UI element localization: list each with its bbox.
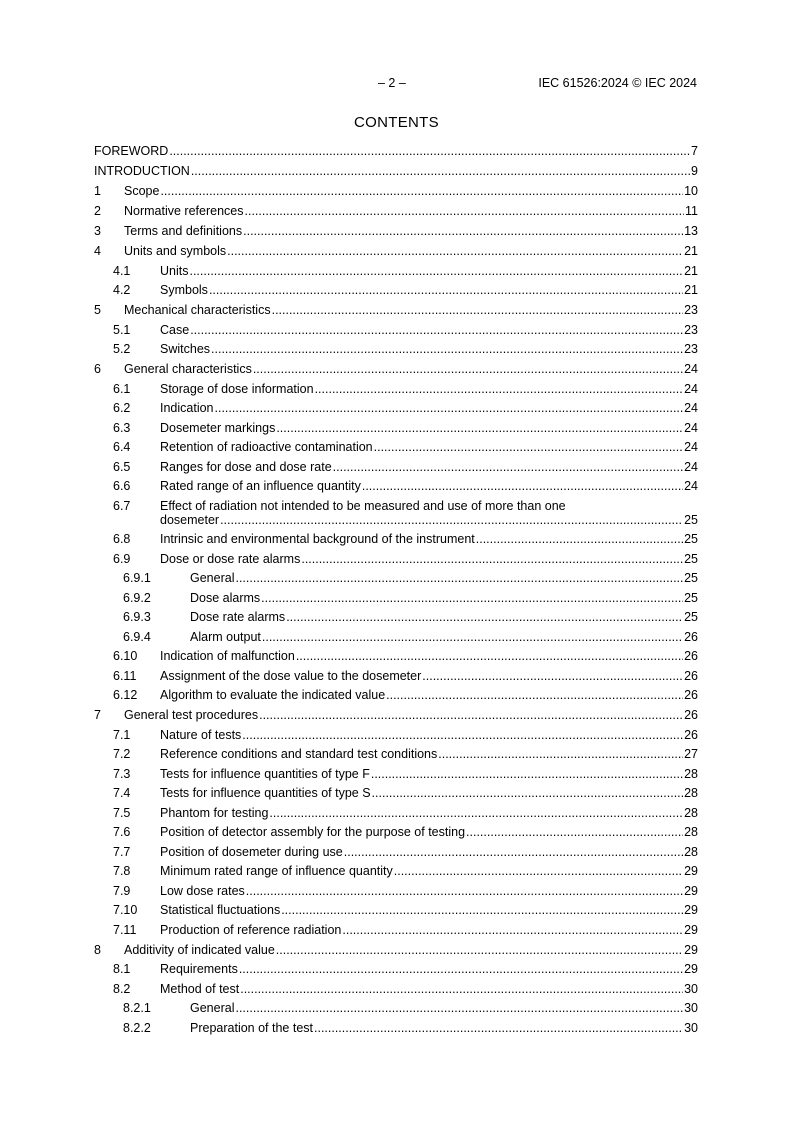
toc-entry-label: Ranges for dose and dose rate <box>160 459 332 474</box>
toc-entry[interactable] <box>94 440 698 454</box>
toc-entry[interactable] <box>94 184 698 198</box>
toc-entry-label: Storage of dose information <box>160 381 314 396</box>
dot-leader <box>286 610 683 624</box>
dot-leader <box>215 401 684 415</box>
toc-entry-number: 6.9 <box>113 551 131 566</box>
toc-entry[interactable] <box>94 708 698 722</box>
toc-entry-label: Phantom for testing <box>160 805 269 820</box>
toc-entry-number: 6.10 <box>113 649 138 663</box>
toc-entry-label: Units and symbols <box>124 244 227 258</box>
toc-entry-label: Tests for influence quantities of type F <box>160 766 370 781</box>
dot-leader <box>227 244 683 258</box>
toc-entry[interactable] <box>94 342 698 356</box>
dot-leader <box>239 962 683 976</box>
toc-entry-number: 6.1 <box>113 381 131 396</box>
dot-leader <box>243 224 683 238</box>
toc-entry-page: 28 <box>684 825 698 839</box>
toc-entry-page: 9 <box>691 164 698 178</box>
dot-leader <box>240 982 683 996</box>
toc-entry-page: 25 <box>684 512 698 527</box>
toc-entry-number: 7.7 <box>113 844 131 859</box>
dot-leader <box>371 767 683 781</box>
dot-leader <box>314 1021 683 1035</box>
toc-entry-page: 25 <box>684 571 698 585</box>
dot-leader <box>262 630 683 644</box>
toc-entry-number: 6.9.2 <box>123 590 151 605</box>
toc-entry[interactable] <box>94 786 698 800</box>
toc-entry-number: 6.7 <box>113 498 131 513</box>
toc-entry-label: Retention of radioactive contamination <box>160 440 373 454</box>
toc-entry-number: 7.10 <box>113 903 138 917</box>
toc-entry[interactable] <box>94 362 698 376</box>
toc-entry[interactable] <box>94 532 698 546</box>
toc-entry[interactable] <box>94 962 698 976</box>
toc-entry-number: 5 <box>94 303 101 317</box>
dot-leader <box>235 1001 683 1015</box>
toc-entry[interactable] <box>94 825 698 839</box>
toc-entry-label: Dose rate alarms <box>190 610 286 624</box>
toc-entry-number: 2 <box>94 204 101 218</box>
toc-entry[interactable] <box>94 845 698 859</box>
dot-leader <box>342 923 683 937</box>
toc-entry-page: 24 <box>684 362 698 376</box>
toc-entry-number: 5.1 <box>113 322 131 337</box>
toc-entry-page: 24 <box>684 440 698 454</box>
toc-entry-label: Nature of tests <box>160 727 242 742</box>
toc-entry-page: 25 <box>684 610 698 624</box>
toc-entry-label: Effect of radiation not intended to be measured and use of more than one <box>160 498 566 513</box>
toc-entry[interactable] <box>94 571 698 585</box>
toc-entry[interactable] <box>94 204 698 218</box>
toc-entry-label: Method of test <box>160 981 240 996</box>
toc-entry-label: Dose alarms <box>190 590 261 605</box>
dot-leader <box>466 825 683 839</box>
toc-entry[interactable] <box>94 806 698 820</box>
toc-entry-label: General characteristics <box>124 362 252 376</box>
dot-leader <box>276 943 683 957</box>
dot-leader <box>160 184 683 198</box>
toc-entry-page: 7 <box>691 144 698 158</box>
dot-leader <box>372 786 684 800</box>
toc-entry-label: Rated range of an influence quantity <box>160 479 361 493</box>
toc-entry-number: 6.9.3 <box>123 610 151 624</box>
toc-entry-label: FOREWORD <box>94 144 169 158</box>
toc-entry-page: 24 <box>684 420 698 435</box>
toc-entry-label: Mechanical characteristics <box>124 303 271 317</box>
toc-entry-page: 29 <box>684 922 698 937</box>
dot-leader <box>191 164 690 178</box>
toc-entry-number: 8.1 <box>113 962 131 976</box>
toc-entry-label: Alarm output <box>190 629 261 644</box>
toc-entry[interactable] <box>94 884 698 898</box>
toc-entry[interactable] <box>94 630 698 644</box>
toc-entry-page: 23 <box>684 303 698 317</box>
toc-entry-page: 28 <box>684 766 698 781</box>
toc-entry-number: 6.8 <box>113 532 131 546</box>
dot-leader <box>209 283 683 297</box>
toc-entry-number: 7.4 <box>113 786 131 800</box>
toc-entry[interactable] <box>94 728 698 742</box>
dot-leader <box>189 264 683 278</box>
contents-title: CONTENTS <box>354 114 439 131</box>
toc-entry-page: 11 <box>685 204 698 218</box>
toc-entry[interactable] <box>94 224 698 238</box>
toc-entry-page: 30 <box>684 1001 698 1015</box>
toc-entry[interactable] <box>94 688 698 702</box>
toc-entry-number: 7.8 <box>113 864 131 878</box>
toc-entry-number: 4.2 <box>113 283 131 297</box>
toc-entry-label: Symbols <box>160 283 208 297</box>
dot-leader <box>301 552 683 566</box>
toc-entry-number: 6.9.1 <box>123 571 151 585</box>
toc-entry-label: Preparation of the test <box>190 1020 313 1035</box>
toc-entry-label: General <box>190 1001 235 1015</box>
toc-entry-page: 28 <box>684 805 698 820</box>
dot-leader <box>259 708 683 722</box>
toc-entry-page: 30 <box>684 981 698 996</box>
dot-leader <box>315 382 684 396</box>
dot-leader <box>211 342 683 356</box>
toc-entry-number: 7.3 <box>113 766 131 781</box>
toc-entry[interactable] <box>94 479 698 493</box>
toc-entry[interactable] <box>94 303 698 317</box>
table-of-contents <box>94 144 698 1035</box>
dot-leader <box>169 144 690 158</box>
toc-entry-number: 4 <box>94 244 101 258</box>
toc-entry[interactable] <box>94 552 698 566</box>
dot-leader <box>242 728 683 742</box>
toc-entry-label: Dosemeter markings <box>160 420 276 435</box>
toc-entry[interactable] <box>94 499 698 527</box>
toc-entry-label: Minimum rated range of influence quantity <box>160 864 393 878</box>
dot-leader <box>246 884 683 898</box>
toc-entry-label: Position of dosemeter during use <box>160 844 343 859</box>
toc-entry-label: Terms and definitions <box>124 224 243 238</box>
toc-entry-label: Low dose rates <box>160 883 245 898</box>
toc-entry-number: 7.11 <box>113 922 137 937</box>
toc-entry-page: 26 <box>684 649 698 663</box>
toc-entry[interactable] <box>94 144 698 158</box>
toc-entry-label: Reference conditions and standard test conditions <box>160 747 438 761</box>
toc-entry[interactable] <box>94 460 698 474</box>
toc-entry-page: 30 <box>684 1020 698 1035</box>
toc-entry-page: 25 <box>684 551 698 566</box>
toc-entry-label: General <box>190 571 235 585</box>
toc-entry-label: Normative references <box>124 204 244 218</box>
toc-entry-number: 6.6 <box>113 479 131 493</box>
dot-leader <box>438 747 683 761</box>
toc-entry-label: Tests for influence quantities of type S <box>160 786 371 800</box>
toc-entry-number: 7.1 <box>113 727 131 742</box>
toc-entry-number: 6.11 <box>113 668 137 683</box>
toc-entry-label: INTRODUCTION <box>94 164 190 178</box>
toc-entry-page: 24 <box>684 401 698 415</box>
dot-leader <box>235 571 683 585</box>
dot-leader <box>333 460 683 474</box>
toc-entry-label: Switches <box>160 342 211 356</box>
toc-entry-number: 6.12 <box>113 688 138 702</box>
standard-reference: IEC 61526:2024 © IEC 2024 <box>538 76 697 90</box>
toc-entry-page: 29 <box>684 942 698 957</box>
toc-entry[interactable] <box>94 864 698 878</box>
toc-entry-label: Position of detector assembly for the purpose of testing <box>160 825 466 839</box>
toc-entry-label: Production of reference radiation <box>160 922 342 937</box>
toc-entry-page: 24 <box>684 479 698 493</box>
toc-entry[interactable] <box>94 982 698 996</box>
toc-entry-page: 25 <box>684 590 698 605</box>
dot-leader <box>422 669 683 683</box>
dot-leader <box>220 513 683 527</box>
toc-entry-number: 6.5 <box>113 459 131 474</box>
toc-entry-number: 6.9.4 <box>123 629 151 644</box>
toc-entry-number: 8 <box>94 942 101 957</box>
toc-entry-number: 6.2 <box>113 401 131 415</box>
toc-entry-number: 6.4 <box>113 440 131 454</box>
toc-entry-page: 27 <box>684 747 698 761</box>
toc-entry-number: 1 <box>94 184 101 198</box>
dot-leader <box>476 532 683 546</box>
dot-leader <box>272 303 684 317</box>
dot-leader <box>394 864 683 878</box>
toc-entry-page: 13 <box>684 224 698 238</box>
toc-entry-page: 28 <box>684 844 698 859</box>
toc-entry-page: 23 <box>684 342 698 356</box>
toc-entry[interactable] <box>94 1001 698 1015</box>
dot-leader <box>253 362 683 376</box>
toc-entry-label: Units <box>160 263 189 278</box>
toc-entry-page: 10 <box>684 184 698 198</box>
toc-entry-label: Indication of malfunction <box>160 649 295 663</box>
toc-entry-label: Scope <box>124 184 160 198</box>
toc-entry-page: 29 <box>684 903 698 917</box>
toc-entry-number: 4.1 <box>113 263 131 278</box>
toc-entry-page: 25 <box>684 532 698 546</box>
toc-entry-number: 6 <box>94 362 101 376</box>
toc-entry-page: 29 <box>684 883 698 898</box>
toc-entry-number: 8.2.2 <box>123 1020 151 1035</box>
toc-entry[interactable] <box>94 323 698 337</box>
toc-entry[interactable] <box>94 610 698 624</box>
toc-entry-page: 23 <box>684 322 698 337</box>
toc-entry-label: Indication <box>160 401 214 415</box>
toc-entry-number: 7.6 <box>113 825 131 839</box>
dot-leader <box>276 421 683 435</box>
toc-entry[interactable] <box>94 767 698 781</box>
toc-entry-page: 21 <box>684 283 698 297</box>
toc-entry-label: Assignment of the dose value to the dosemeter <box>160 668 422 683</box>
toc-entry-label: Algorithm to evaluate the indicated value <box>160 688 386 702</box>
dot-leader <box>190 323 683 337</box>
page-header <box>378 76 697 92</box>
toc-entry-number: 7 <box>94 708 101 722</box>
toc-entry-number: 8.2 <box>113 981 131 996</box>
toc-entry[interactable] <box>94 1021 698 1035</box>
dot-leader <box>344 845 683 859</box>
toc-entry[interactable] <box>94 401 698 415</box>
toc-entry-page: 26 <box>684 727 698 742</box>
toc-entry-number: 5.2 <box>113 342 131 356</box>
dot-leader <box>374 440 683 454</box>
dot-leader <box>296 649 683 663</box>
toc-entry-page: 29 <box>684 962 698 976</box>
dot-leader <box>362 479 683 493</box>
toc-entry[interactable] <box>94 382 698 396</box>
toc-entry[interactable] <box>94 923 698 937</box>
toc-entry-page: 24 <box>684 381 698 396</box>
toc-entry-label: Dose or dose rate alarms <box>160 551 301 566</box>
toc-entry[interactable] <box>94 283 698 297</box>
toc-entry-number: 8.2.1 <box>123 1001 151 1015</box>
toc-entry-number: 7.2 <box>113 747 131 761</box>
toc-entry-label: Requirements <box>160 962 238 976</box>
toc-entry[interactable] <box>94 747 698 761</box>
toc-entry[interactable] <box>94 903 698 917</box>
toc-entry-label: Case <box>160 322 190 337</box>
toc-entry-number: 3 <box>94 224 101 238</box>
dot-leader <box>281 903 683 917</box>
toc-entry-label: Statistical fluctuations <box>160 903 281 917</box>
toc-entry-label: General test procedures <box>124 708 259 722</box>
page-number: – 2 – <box>378 76 406 90</box>
toc-entry[interactable] <box>94 164 698 178</box>
toc-entry[interactable] <box>94 591 698 605</box>
toc-entry-page: 26 <box>684 688 698 702</box>
toc-entry-page: 24 <box>684 459 698 474</box>
toc-entry[interactable] <box>94 264 698 278</box>
toc-entry-number: 7.9 <box>113 883 131 898</box>
dot-leader <box>269 806 683 820</box>
toc-entry-number: 7.5 <box>113 805 131 820</box>
toc-entry-page: 26 <box>684 708 698 722</box>
toc-entry[interactable] <box>94 421 698 435</box>
toc-entry-label: Intrinsic and environmental background of the instrument <box>160 532 475 546</box>
toc-entry-page: 26 <box>684 629 698 644</box>
dot-leader <box>261 591 683 605</box>
dot-leader <box>245 204 685 218</box>
toc-entry[interactable] <box>94 669 698 683</box>
toc-entry-number: 6.3 <box>113 420 131 435</box>
toc-entry-label: Additivity of indicated value <box>124 942 275 957</box>
toc-entry-page: 21 <box>684 263 698 278</box>
toc-entry-label-continued: dosemeter <box>160 512 220 527</box>
toc-entry[interactable] <box>94 943 698 957</box>
toc-entry[interactable] <box>94 244 698 258</box>
dot-leader <box>386 688 683 702</box>
toc-entry-page: 26 <box>684 668 698 683</box>
toc-entry-page: 29 <box>684 864 698 878</box>
toc-entry[interactable] <box>94 649 698 663</box>
toc-entry-page: 21 <box>684 244 698 258</box>
toc-entry-page: 28 <box>684 786 698 800</box>
